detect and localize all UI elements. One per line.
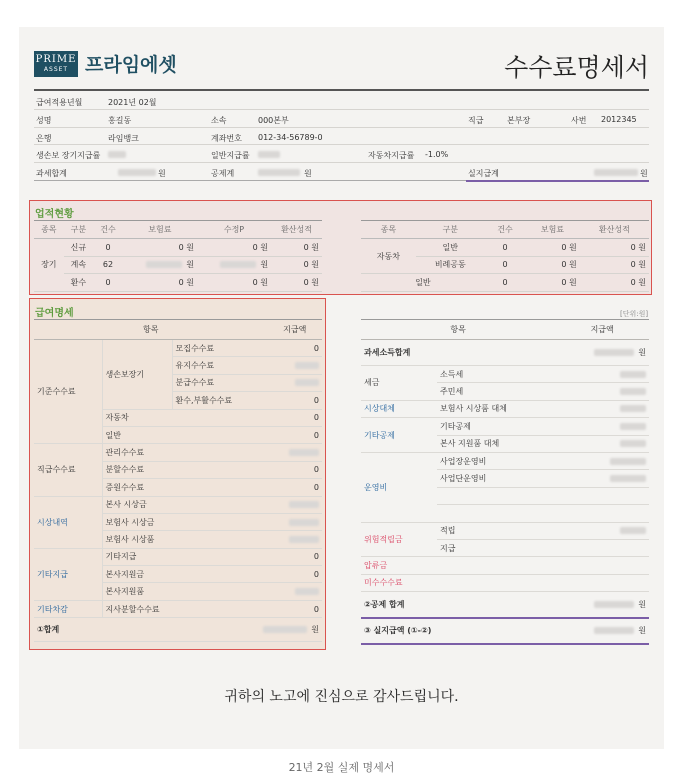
cat-base-commission: 기준수수료 [34, 340, 102, 444]
item-name: 관리수수료 [102, 444, 268, 461]
item-name: 적립 [437, 522, 555, 539]
cat-awards: 시상내역 [34, 496, 102, 548]
cell-type: 환수 [64, 274, 94, 292]
redacted-long-rate [108, 150, 126, 159]
employee-info [34, 92, 649, 181]
cat-rank-commission: 직급수수료 [34, 444, 102, 496]
cell-count: 0 [485, 256, 525, 274]
cell-modified: 0 원 [197, 274, 271, 292]
cell-count: 0 [93, 274, 123, 292]
item-name: 분급수수료 [172, 374, 268, 391]
performance-table-left [34, 220, 322, 292]
item-amount: 0 [268, 409, 322, 426]
info-row-name [34, 110, 649, 128]
item-name: 본사 지원품 대체 [437, 435, 555, 452]
label-net-total: 실지급계 [468, 169, 499, 179]
logo-text-asset: ASSET [43, 65, 69, 73]
redacted-taxable-total [118, 168, 156, 177]
cell-type: 신규 [64, 239, 94, 257]
item-name: 기타지급 [102, 548, 268, 565]
cell-count: 0 [93, 239, 123, 257]
item-name: 본사지원금 [102, 566, 268, 583]
table-row [34, 239, 322, 257]
table-row [34, 256, 322, 274]
col-count: 건수 [93, 221, 123, 239]
col-item: 항목 [361, 320, 555, 340]
image-caption: 21년 2월 실제 명세서 [288, 761, 395, 774]
unit-won: 원 [640, 169, 648, 179]
item-amount-redacted [555, 400, 649, 417]
cell-premium: 0 원 [525, 274, 580, 292]
item-amount: 0 [268, 426, 322, 443]
redacted-general-rate [258, 150, 280, 159]
empty-cell [555, 505, 649, 522]
item-amount-redacted [268, 357, 322, 374]
label-taxable-total: 과세합계 [36, 169, 67, 179]
cell-converted: 0 원 [271, 239, 322, 257]
cell-converted: 0 원 [580, 256, 649, 274]
document-title: 수수료명세서 [504, 53, 649, 82]
unit-won: 원 [638, 599, 646, 609]
cat-other-deduction: 기타공제 [361, 418, 437, 453]
item-name: 기타공제 [437, 418, 555, 435]
info-row-rates [34, 145, 649, 163]
label-general-rate: 일반지급률 [211, 151, 250, 161]
payment-table [34, 319, 322, 642]
cell-type: 계속 [64, 256, 94, 274]
table-row [361, 274, 649, 292]
taxable-income-total: 과세소득합계 [361, 340, 555, 366]
label-bank: 은행 [36, 133, 52, 143]
col-premium: 보험료 [123, 221, 197, 239]
cat-tax: 세금 [361, 366, 437, 401]
col-kind: 종목 [34, 221, 64, 239]
item-name: 모집수수료 [172, 340, 268, 357]
item-name: 환수,부활수수료 [172, 392, 268, 409]
item-resident-tax: 주민세 [437, 383, 555, 400]
item-amount-redacted [268, 496, 322, 513]
item-amount: 0 [268, 392, 322, 409]
cat-other-payments: 기타지급 [34, 548, 102, 600]
payment-title: 급여명세 [35, 308, 74, 319]
item-name: 증원수수료 [102, 479, 268, 496]
label-name: 성명 [36, 115, 52, 125]
value-account: 012-34-56789-0 [258, 132, 323, 142]
deduction-total-label: ②공제 합계 [361, 592, 555, 618]
item-name: 지사분할수수료 [102, 600, 268, 617]
unit-won: 원 [638, 348, 646, 357]
col-type: 구분 [416, 221, 485, 239]
value-affiliation: 000본부 [258, 115, 289, 125]
cell-count: 0 [485, 274, 525, 292]
item-amount: 0 [268, 479, 322, 496]
empty-cell [555, 487, 649, 504]
col-kind: 종목 [361, 221, 416, 239]
sub-life-long: 생손보장기 [102, 340, 172, 410]
label-deduction-total: 공제계 [211, 169, 235, 179]
cat-operating-cost: 운영비 [361, 452, 437, 522]
item-income-tax: 소득세 [437, 366, 555, 383]
item-amount: 0 [268, 461, 322, 478]
cell-premium: 0 원 [525, 256, 580, 274]
empty-cell [555, 557, 649, 574]
col-converted: 환산성적 [271, 221, 322, 239]
cat-other-deductions: 기타차감 [34, 600, 102, 617]
cell-modified: 0 원 [197, 239, 271, 257]
pay-total-amount [102, 618, 322, 642]
deduction-total-amount [555, 592, 649, 618]
cell-converted: 0 원 [580, 239, 649, 257]
logo-mark [34, 51, 78, 77]
label-emp-no: 사번 [571, 115, 587, 125]
thank-you-message: 귀하의 노고에 진심으로 감사드립니다. [224, 689, 459, 705]
item-name: 보험사 시상품 [102, 531, 268, 548]
item-name: 사업단운영비 [437, 470, 555, 487]
item-name: 유지수수료 [172, 357, 268, 374]
value-emp-no: 2012345 [601, 114, 637, 124]
net-pay-amount [555, 618, 649, 644]
group-car: 자동차 [361, 239, 416, 274]
cell-converted: 0 원 [271, 274, 322, 292]
item-amount-redacted [268, 531, 322, 548]
cat-risk-reserve: 위험적립금 [361, 522, 437, 557]
cell-modified [197, 256, 271, 274]
cat-seizure: 압류금 [361, 557, 555, 574]
logo-text-prime: PRIME [35, 53, 77, 65]
item-amount-redacted [555, 366, 649, 383]
brand-name: 프라임에셋 [85, 54, 177, 76]
item-name: 보험사 시상금 [102, 513, 268, 530]
cell-type: 비례공동 [416, 256, 485, 274]
net-pay-label: ③ 실지급액 (①-②) [361, 618, 555, 644]
unit-won: 원 [304, 169, 312, 179]
cell-count: 62 [93, 256, 123, 274]
cell-premium: 0 원 [123, 274, 197, 292]
item-name: 본사지원품 [102, 583, 268, 600]
item-amount-redacted [268, 374, 322, 391]
item-amount-redacted [555, 418, 649, 435]
item-amount-redacted [268, 513, 322, 530]
taxable-income-amount [555, 340, 649, 366]
group-long: 장기 [34, 239, 64, 292]
item-amount-redacted [555, 383, 649, 400]
empty-cell [555, 574, 649, 591]
item-amount-redacted [555, 470, 649, 487]
item-amount-redacted [555, 522, 649, 539]
cell-count: 0 [485, 239, 525, 257]
item-amount-redacted [268, 444, 322, 461]
redacted-net-total [594, 168, 638, 177]
col-item: 항목 [34, 320, 268, 340]
value-name: 홍길동 [108, 115, 132, 125]
unit-won: 원 [638, 626, 646, 636]
cat-unearned-commission: 미수수수료 [361, 574, 555, 591]
item-name: 일반 [102, 426, 268, 443]
col-amount: 지급액 [555, 320, 649, 340]
col-amount: 지급액 [268, 320, 322, 340]
brand-logo [34, 50, 177, 77]
unit-won: 원 [158, 169, 166, 179]
performance-table-right [361, 220, 649, 292]
col-modified-p: 수정P [197, 221, 271, 239]
item-name: 분할수수료 [102, 461, 268, 478]
item-amount: 0 [268, 340, 322, 357]
table-row [34, 274, 322, 292]
empty-cell [437, 505, 555, 522]
item-name: 보험사 시상품 대체 [437, 400, 555, 417]
item-amount: 0 [268, 566, 322, 583]
item-amount-redacted [555, 435, 649, 452]
value-rank: 본부장 [507, 115, 531, 125]
item-name: 사업장운영비 [437, 452, 555, 469]
cat-award-substitute: 시상대체 [361, 400, 437, 417]
pay-total-label: ①합계 [34, 618, 102, 642]
item-amount-redacted [555, 452, 649, 469]
item-name: 지급 [437, 539, 555, 556]
performance-title: 업적현황 [35, 209, 74, 220]
value-pay-period: 2021년 02월 [108, 98, 157, 107]
info-row-totals [34, 163, 649, 181]
unit-note: [단위:원] [620, 310, 649, 318]
deduction-table [361, 319, 649, 645]
cell-premium [123, 256, 197, 274]
value-car-rate: -1.0% [425, 150, 449, 160]
item-name: 본사 시상금 [102, 496, 268, 513]
label-long-rate: 생손보 장기지급률 [36, 151, 101, 161]
info-row-bank [34, 128, 649, 146]
unit-won: 원 [311, 625, 319, 635]
cell-modified-unit: 원 [260, 260, 269, 270]
cell-premium: 0 원 [525, 239, 580, 257]
table-row [361, 239, 649, 257]
label-affiliation: 소속 [211, 115, 227, 125]
item-amount: 0 [268, 548, 322, 565]
net-total-underline [466, 180, 649, 182]
col-converted: 환산성적 [580, 221, 649, 239]
cell-premium-unit: 원 [186, 260, 194, 270]
label-account: 계좌번호 [211, 133, 242, 143]
col-type: 구분 [64, 221, 94, 239]
label-rank: 직급 [468, 115, 484, 125]
empty-cell [437, 487, 555, 504]
value-bank: 라임뱅크 [108, 133, 139, 143]
label-pay-period: 급여적용년월 [36, 98, 83, 107]
label-car-rate: 자동차지급률 [368, 151, 415, 161]
group-general: 일반 [361, 274, 485, 292]
cell-converted: 0 원 [271, 256, 322, 274]
empty-cell [555, 539, 649, 556]
cell-type: 일반 [416, 239, 485, 257]
col-premium: 보험료 [525, 221, 580, 239]
item-amount: 0 [268, 600, 322, 617]
item-name: 자동차 [102, 409, 268, 426]
cell-converted: 0 원 [580, 274, 649, 292]
col-count: 건수 [485, 221, 525, 239]
redacted-deduction-total [258, 168, 300, 177]
info-row-period [34, 92, 649, 110]
top-divider [34, 89, 649, 91]
item-amount-redacted [268, 583, 322, 600]
cell-premium: 0 원 [123, 239, 197, 257]
